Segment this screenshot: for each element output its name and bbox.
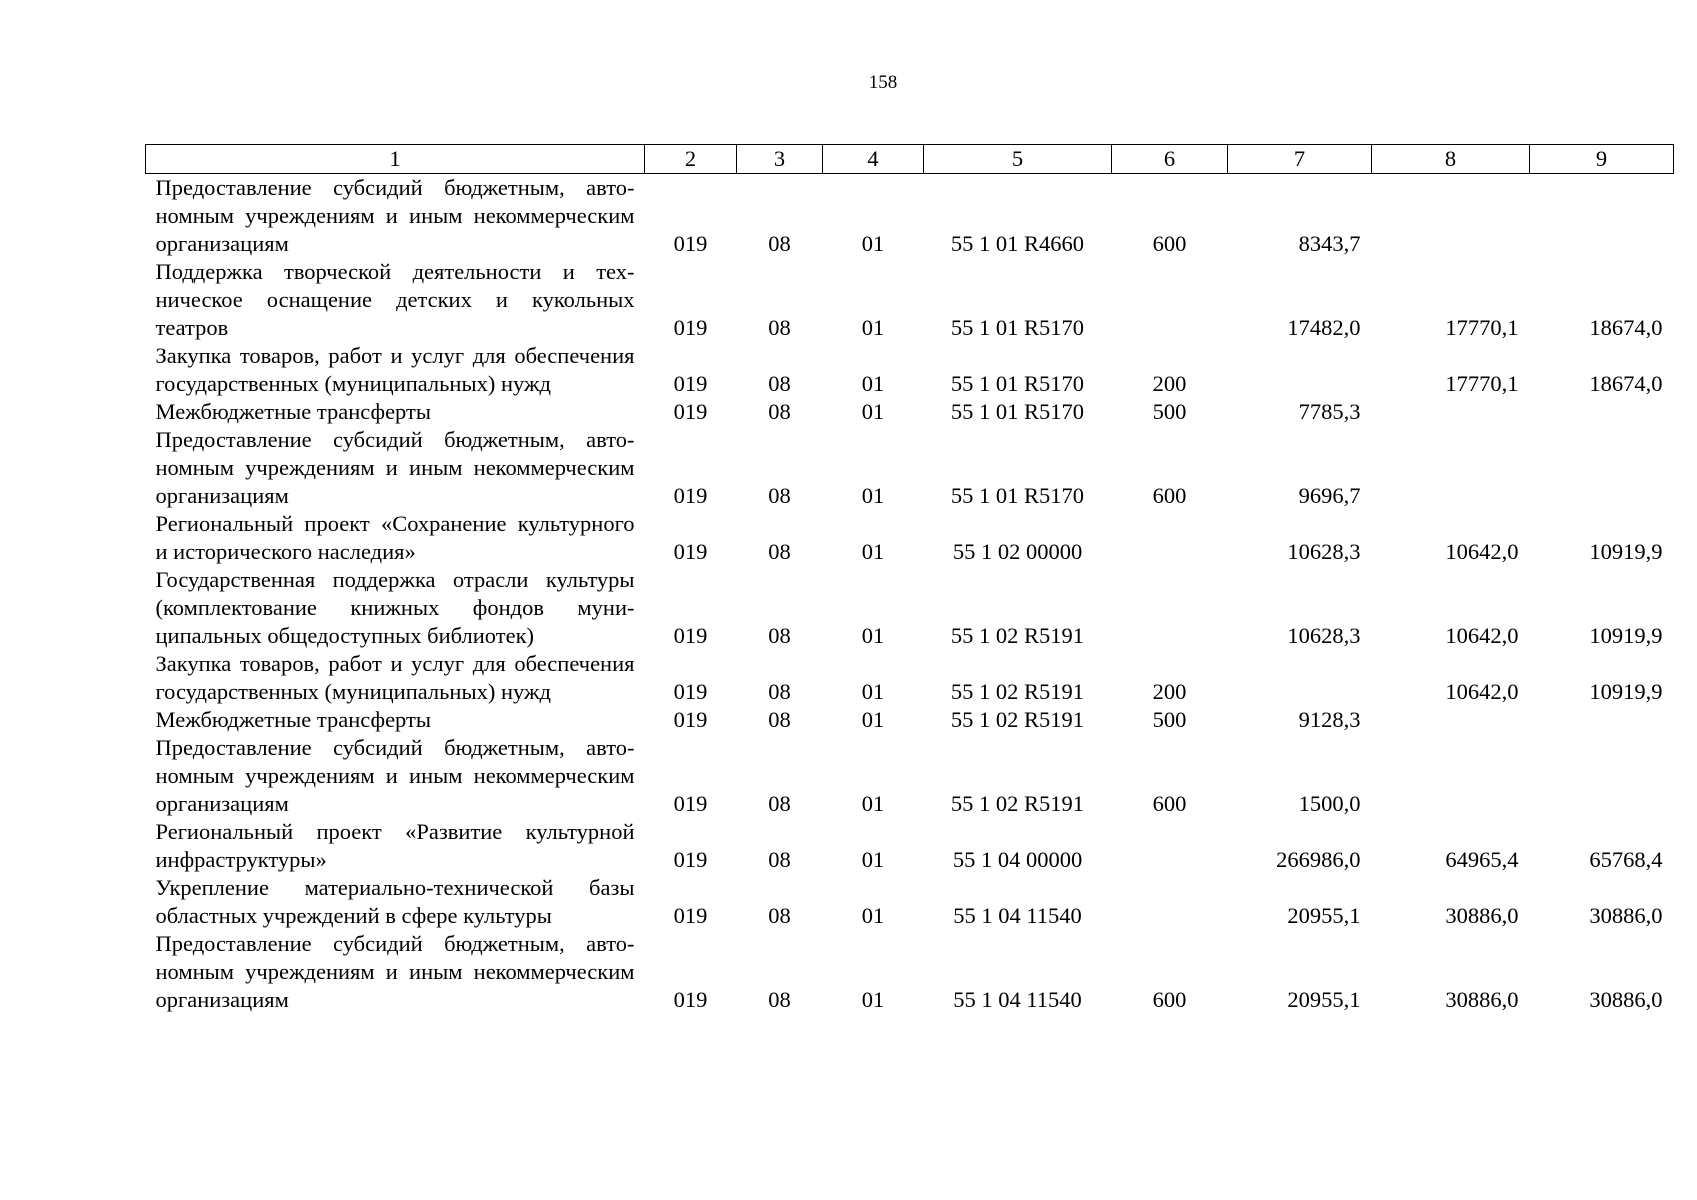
cell-amount-col8: 17770,1: [1445, 371, 1519, 396]
cell-amount-col9: [1530, 174, 1674, 259]
cell-target-article: 55 1 02 R5191: [950, 623, 1085, 648]
cell-amount-col7: 266986,0: [1276, 847, 1361, 872]
cell-ministry-code: 019: [673, 315, 708, 340]
budget-table: [145, 144, 1674, 1014]
column-header-8: 8: [1372, 145, 1530, 174]
cell-amount-col7: 17482,0: [1287, 315, 1361, 340]
cell-amount-col7: 1500,0: [1298, 791, 1361, 816]
cell-amount-col9: 10919,9: [1589, 623, 1663, 648]
row-name: Межбюджетные трансферты: [155, 707, 431, 732]
table-row: [146, 398, 1674, 426]
cell-section-code: 08: [768, 399, 791, 424]
cell-ministry-code: 019: [673, 231, 708, 256]
cell-amount-col9: [1530, 706, 1674, 734]
cell-subsection-code: 01: [861, 399, 885, 424]
cell-amount-col8: 10642,0: [1445, 679, 1519, 704]
cell-amount-col8: 10642,0: [1445, 539, 1519, 564]
column-header-7: 7: [1228, 145, 1372, 174]
cell-section-code: 08: [768, 847, 791, 872]
cell-ministry-code: 019: [673, 539, 708, 564]
cell-amount-col9: 30886,0: [1589, 987, 1663, 1012]
cell-target-article: 55 1 01 R5170: [950, 315, 1085, 340]
cell-ministry-code: 019: [673, 707, 708, 732]
column-header-5: 5: [924, 145, 1112, 174]
row-name: Региональный проект «Сохранение культурного и исторического наследия»: [155, 511, 635, 564]
cell-amount-col8: 30886,0: [1445, 903, 1519, 928]
cell-amount-col9: 10919,9: [1589, 539, 1663, 564]
cell-amount-col8: 10642,0: [1445, 623, 1519, 648]
cell-subsection-code: 01: [861, 231, 885, 256]
cell-expense-type: 600: [1152, 987, 1187, 1012]
row-name: Предоставление субсидий бюджетным, автономным учреждениям и иным некоммерческим организациям: [155, 175, 635, 256]
cell-subsection-code: 01: [861, 707, 885, 732]
cell-section-code: 08: [768, 483, 791, 508]
cell-section-code: 08: [768, 623, 791, 648]
table-row: [146, 510, 1674, 566]
cell-amount-col9: [1530, 398, 1674, 426]
cell-expense-type: 600: [1152, 791, 1187, 816]
cell-ministry-code: 019: [673, 987, 708, 1012]
cell-amount-col7: [1228, 650, 1372, 706]
cell-expense-type: [1112, 566, 1228, 650]
cell-expense-type: 200: [1152, 679, 1187, 704]
cell-amount-col9: 18674,0: [1589, 315, 1663, 340]
cell-section-code: 08: [768, 903, 791, 928]
column-header-9: 9: [1530, 145, 1674, 174]
cell-expense-type: [1112, 510, 1228, 566]
cell-expense-type: 600: [1152, 483, 1187, 508]
cell-subsection-code: 01: [861, 847, 885, 872]
cell-subsection-code: 01: [861, 903, 885, 928]
table-row: [146, 734, 1674, 818]
cell-ministry-code: 019: [673, 679, 708, 704]
cell-amount-col8: [1372, 426, 1530, 510]
cell-ministry-code: 019: [673, 903, 708, 928]
cell-amount-col7: 8343,7: [1298, 231, 1361, 256]
cell-expense-type: 600: [1152, 231, 1187, 256]
column-header-6: 6: [1112, 145, 1228, 174]
row-name: Межбюджетные трансферты: [155, 399, 431, 424]
cell-section-code: 08: [768, 371, 791, 396]
cell-target-article: 55 1 02 00000: [952, 539, 1083, 564]
cell-section-code: 08: [768, 231, 791, 256]
cell-expense-type: [1112, 258, 1228, 342]
cell-amount-col9: [1530, 426, 1674, 510]
cell-section-code: 08: [768, 679, 791, 704]
cell-ministry-code: 019: [673, 399, 708, 424]
cell-amount-col8: 64965,4: [1445, 847, 1519, 872]
cell-amount-col8: [1372, 734, 1530, 818]
cell-ministry-code: 019: [673, 371, 708, 396]
table-row: [146, 818, 1674, 874]
row-name: Государственная поддержка отрасли культуры (комплектование книжных фондов муниципальных общедоступных библиотек): [155, 567, 635, 648]
table-row: [146, 258, 1674, 342]
table-row: [146, 342, 1674, 398]
table-row: [146, 930, 1674, 1014]
column-header-3: 3: [737, 145, 823, 174]
row-name: Укрепление материально-технической базы областных учреждений в сфере культуры: [155, 875, 635, 928]
cell-amount-col9: [1530, 734, 1674, 818]
row-name: Региональный проект «Развитие культурной инфраструктуры»: [155, 819, 635, 872]
cell-subsection-code: 01: [861, 987, 885, 1012]
table-row: [146, 566, 1674, 650]
table-row: [146, 874, 1674, 930]
cell-target-article: 55 1 04 11540: [953, 903, 1082, 928]
cell-amount-col8: [1372, 174, 1530, 259]
cell-subsection-code: 01: [861, 315, 885, 340]
cell-target-article: 55 1 02 R5191: [950, 791, 1085, 816]
table-body: [146, 174, 1674, 1015]
cell-amount-col9: 18674,0: [1589, 371, 1663, 396]
row-name: Предоставление субсидий бюджетным, автономным учреждениям и иным некоммерческим организациям: [155, 735, 635, 816]
cell-expense-type: [1112, 874, 1228, 930]
cell-amount-col9: 65768,4: [1589, 847, 1663, 872]
column-header-1: 1: [146, 145, 645, 174]
table-header: [146, 145, 1674, 174]
cell-target-article: 55 1 01 R5170: [950, 483, 1085, 508]
cell-amount-col9: 10919,9: [1589, 679, 1663, 704]
cell-amount-col7: 9128,3: [1298, 707, 1361, 732]
cell-ministry-code: 019: [673, 847, 708, 872]
header-row: [146, 145, 1674, 174]
cell-amount-col9: 30886,0: [1589, 903, 1663, 928]
cell-expense-type: 500: [1152, 707, 1187, 732]
cell-amount-col7: 7785,3: [1298, 399, 1361, 424]
cell-target-article: 55 1 04 11540: [953, 987, 1082, 1012]
cell-amount-col8: 30886,0: [1445, 987, 1519, 1012]
cell-amount-col8: 17770,1: [1445, 315, 1519, 340]
table-row: [146, 174, 1674, 259]
cell-section-code: 08: [768, 539, 791, 564]
cell-section-code: 08: [768, 987, 791, 1012]
table-row: [146, 650, 1674, 706]
cell-ministry-code: 019: [673, 483, 708, 508]
cell-section-code: 08: [768, 707, 791, 732]
table-row: [146, 426, 1674, 510]
cell-amount-col8: [1372, 706, 1530, 734]
cell-target-article: 55 1 01 R5170: [950, 371, 1085, 396]
cell-expense-type: 200: [1152, 371, 1187, 396]
page-number: 158: [868, 72, 898, 93]
cell-target-article: 55 1 01 R5170: [950, 399, 1085, 424]
cell-section-code: 08: [768, 791, 791, 816]
row-name: Поддержка творческой деятельности и техническое оснащение детских и кукольных театров: [155, 259, 635, 340]
cell-target-article: 55 1 04 00000: [952, 847, 1083, 872]
cell-amount-col7: 20955,1: [1287, 987, 1361, 1012]
row-name: Закупка товаров, работ и услуг для обеспечения государственных (муниципальных) нужд: [155, 651, 635, 704]
column-header-4: 4: [823, 145, 924, 174]
cell-subsection-code: 01: [861, 483, 885, 508]
cell-subsection-code: 01: [861, 623, 885, 648]
cell-amount-col7: [1228, 342, 1372, 398]
cell-expense-type: 500: [1152, 399, 1187, 424]
cell-subsection-code: 01: [861, 371, 885, 396]
cell-target-article: 55 1 02 R5191: [950, 679, 1085, 704]
row-name: Предоставление субсидий бюджетным, автономным учреждениям и иным некоммерческим организациям: [155, 931, 635, 1012]
cell-expense-type: [1112, 818, 1228, 874]
cell-section-code: 08: [768, 315, 791, 340]
cell-amount-col7: 10628,3: [1287, 539, 1361, 564]
cell-amount-col7: 10628,3: [1287, 623, 1361, 648]
row-name: Предоставление субсидий бюджетным, автономным учреждениям и иным некоммерческим организациям: [155, 427, 635, 508]
cell-target-article: 55 1 01 R4660: [950, 231, 1085, 256]
cell-amount-col8: [1372, 398, 1530, 426]
row-name: Закупка товаров, работ и услуг для обеспечения государственных (муниципальных) нужд: [155, 343, 635, 396]
cell-ministry-code: 019: [673, 791, 708, 816]
table-row: [146, 706, 1674, 734]
cell-subsection-code: 01: [861, 539, 885, 564]
cell-subsection-code: 01: [861, 791, 885, 816]
column-header-2: 2: [645, 145, 737, 174]
cell-target-article: 55 1 02 R5191: [950, 707, 1085, 732]
cell-amount-col7: 9696,7: [1298, 483, 1361, 508]
cell-subsection-code: 01: [861, 679, 885, 704]
cell-ministry-code: 019: [673, 623, 708, 648]
cell-amount-col7: 20955,1: [1287, 903, 1361, 928]
